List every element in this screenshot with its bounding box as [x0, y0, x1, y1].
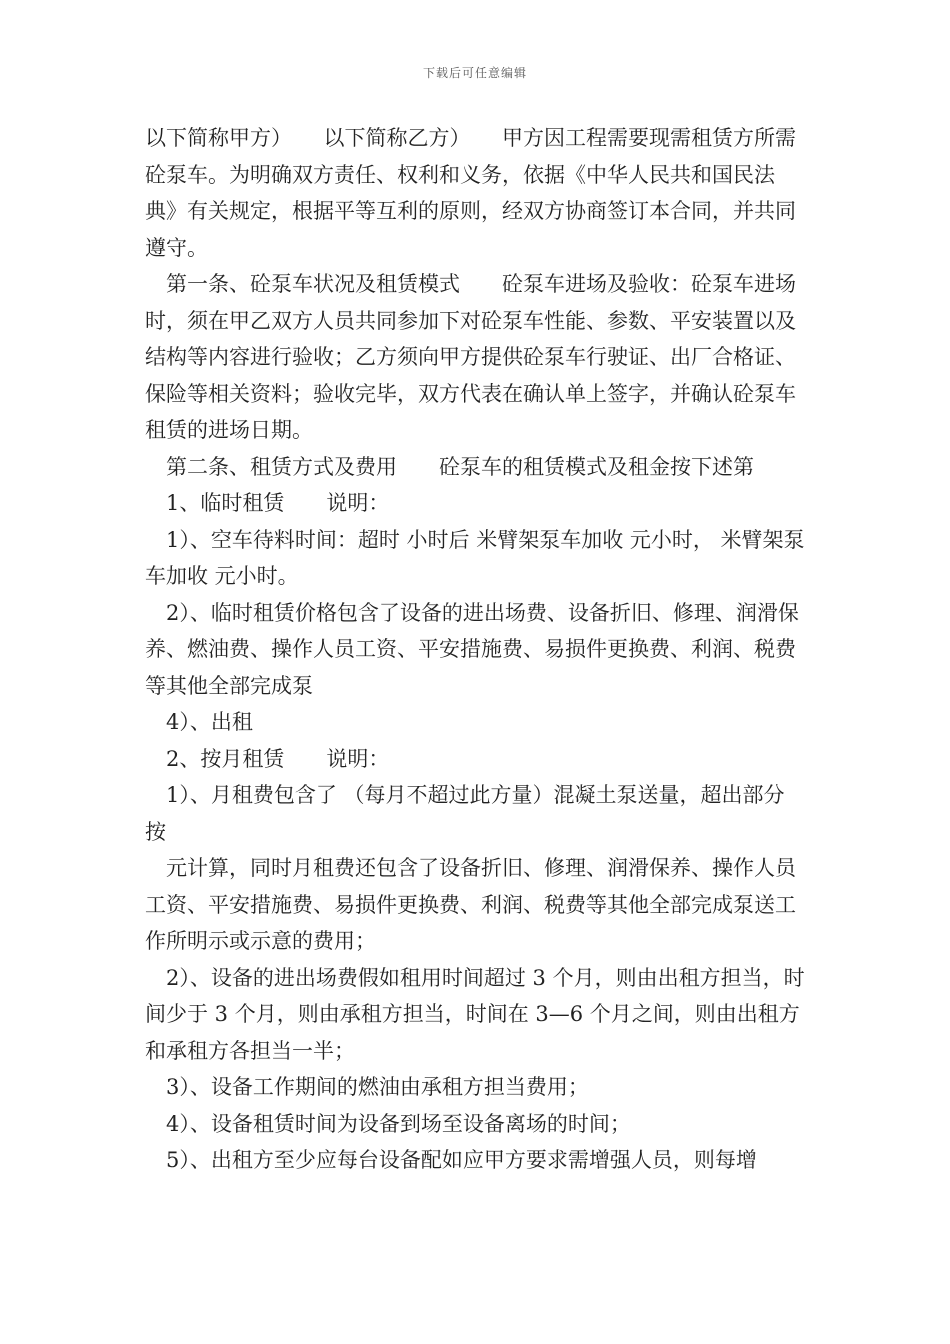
paragraph-monthly-1-cont: 元计算，同时月租费还包含了设备折旧、修理、润滑保养、操作人员工资、平安措施费、易损件更换费、利润、税费等其他全部完成泵送工作所明示或示意的费用；	[145, 856, 796, 953]
paragraph-monthly-4: 4）、设备租赁时间为设备到场至设备离场的时间；	[166, 1111, 631, 1136]
paragraph-monthly-5: 5）、出租方至少应每台设备配如应甲方要求需增强人员，则每增	[166, 1148, 757, 1172]
paragraph-monthly-1: 1）、月租费包含了 （每月不超过此方量）混凝土泵送量，超出部分按	[145, 783, 785, 844]
paragraph-article-2: 第二条、租赁方式及费用 砼泵车的租赁模式及租金按下述第	[166, 454, 754, 479]
document-body	[145, 120, 805, 1179]
paragraph-monthly-3: 3）、设备工作期间的燃油由承租方担当费用；	[166, 1075, 589, 1099]
paragraph-monthly-2: 2）、设备的进出场费假如租用时间超过 3 个月，则由出租方担当，时间少于 3 个月，则由承租方担当，时间在 3—6 个月之间，则由出租方和承租方各担当一半；	[145, 965, 805, 1063]
paragraph-temp-rental: 1、临时租赁 说明：	[166, 491, 390, 515]
paragraph-intro: 以下简称甲方） 以下简称乙方） 甲方因工程需要现需租赁方所需砼泵车。为明确双方责任、权利和义务，依据《中华人民共和国民法典》有关规定，根据平等互利的原则，经双方协商签订本合同，并共同遵守。	[145, 126, 796, 260]
paragraph-temp-2: 2）、临时租赁价格包含了设备的进出场费、设备折旧、修理、润滑保养、燃油费、操作人员工资、平安措施费、易损件更换费、利润、税费等其他全部完成泵	[145, 600, 799, 698]
paragraph-temp-1: 1）、空车待料时间：超时 小时后 米臂架泵车加收 元小时， 米臂架泵车加收 元小时。	[145, 527, 805, 588]
paragraph-monthly-rental: 2、按月租赁 说明：	[166, 746, 390, 771]
page-header: 下载后可任意编辑	[422, 66, 527, 80]
paragraph-article-1: 第一条、砼泵车状况及租赁模式 砼泵车进场及验收：砼泵车进场时，须在甲乙双方人员共同参加下对砼泵车性能、参数、平安装置以及结构等内容进行验收；乙方须向甲方提供砼泵车行驶证、出厂合格证、保险等相关资料；验收完毕，双方代表在确认单上签字，并确认砼泵车租赁的进场日期。	[145, 272, 796, 442]
paragraph-temp-4: 4）、出租	[166, 710, 253, 734]
